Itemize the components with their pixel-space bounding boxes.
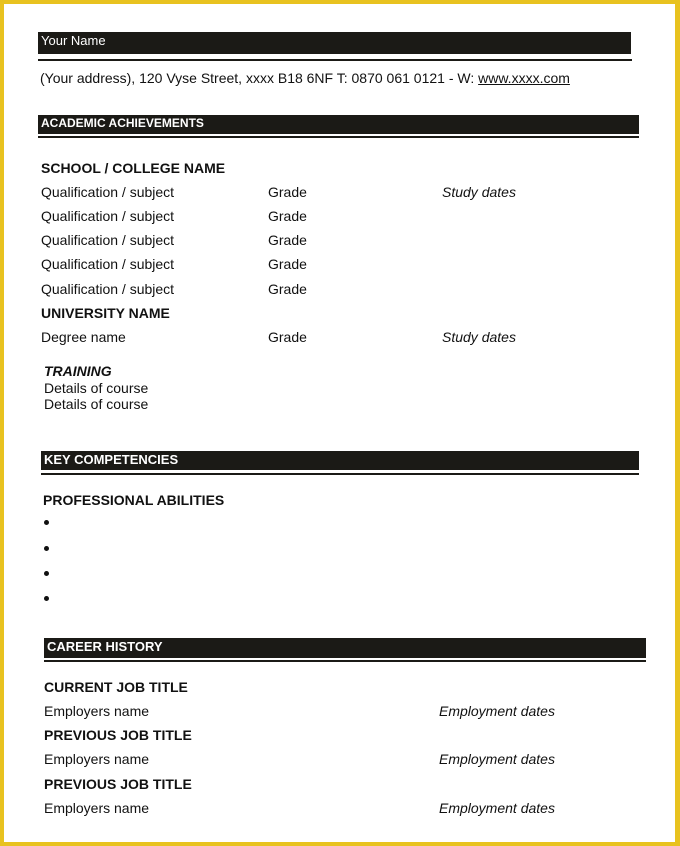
ability-bullet-3	[44, 571, 49, 576]
career-rule	[44, 660, 646, 662]
competencies-rule	[41, 473, 639, 475]
training-title: TRAINING	[44, 363, 112, 379]
job-dates-0: Employment dates	[439, 703, 555, 719]
school-grade-2: Grade	[268, 232, 307, 248]
job-employer-2: Employers name	[44, 800, 150, 816]
career-heading-bar	[44, 638, 646, 658]
training-item-0: Details of course	[44, 380, 149, 396]
career-heading: CAREER HISTORY	[47, 639, 163, 654]
competencies-heading: KEY COMPETENCIES	[44, 452, 179, 467]
competencies-heading-bar	[41, 451, 639, 470]
school-subject-2: Qualification / subject	[41, 232, 175, 248]
school-grade-4: Grade	[268, 281, 307, 297]
school-grade-0: Grade	[268, 184, 307, 200]
job-title-1: PREVIOUS JOB TITLE	[44, 727, 192, 743]
address-text: (Your address), 120 Vyse Street, xxxx B18 6NF T: 0870 061 0121 - W:	[40, 70, 479, 86]
job-title-0: CURRENT JOB TITLE	[44, 679, 188, 695]
header-rule	[38, 59, 632, 61]
job-dates-2: Employment dates	[439, 800, 555, 816]
job-title-2: PREVIOUS JOB TITLE	[44, 776, 192, 792]
name-bar	[38, 32, 631, 54]
school-title: SCHOOL / COLLEGE NAME	[41, 160, 226, 176]
academic-heading-bar	[38, 115, 639, 134]
cv-page	[4, 4, 675, 842]
training-item-1: Details of course	[44, 396, 149, 412]
job-employer-0: Employers name	[44, 703, 150, 719]
abilities-subheading: PROFESSIONAL ABILITIES	[43, 492, 225, 508]
university-grade: Grade	[268, 329, 307, 345]
academic-heading: ACADEMIC ACHIEVEMENTS	[41, 116, 204, 130]
school-subject-3: Qualification / subject	[41, 256, 175, 272]
university-title: UNIVERSITY NAME	[41, 305, 170, 321]
university-degree: Degree name	[41, 329, 126, 345]
website-link[interactable]: www.xxxx.com	[478, 70, 570, 86]
academic-rule	[38, 136, 639, 138]
address-line	[40, 70, 570, 86]
school-dates-0: Study dates	[442, 184, 516, 200]
job-dates-1: Employment dates	[439, 751, 555, 767]
name-text: Your Name	[41, 33, 106, 48]
school-subject-4: Qualification / subject	[41, 281, 175, 297]
school-grade-3: Grade	[268, 256, 307, 272]
job-employer-1: Employers name	[44, 751, 150, 767]
school-subject-0: Qualification / subject	[41, 184, 175, 200]
ability-bullet-2	[44, 546, 49, 551]
university-dates: Study dates	[442, 329, 516, 345]
ability-bullet-1	[44, 520, 49, 525]
school-grade-1: Grade	[268, 208, 307, 224]
ability-bullet-4	[44, 596, 49, 601]
school-subject-1: Qualification / subject	[41, 208, 175, 224]
